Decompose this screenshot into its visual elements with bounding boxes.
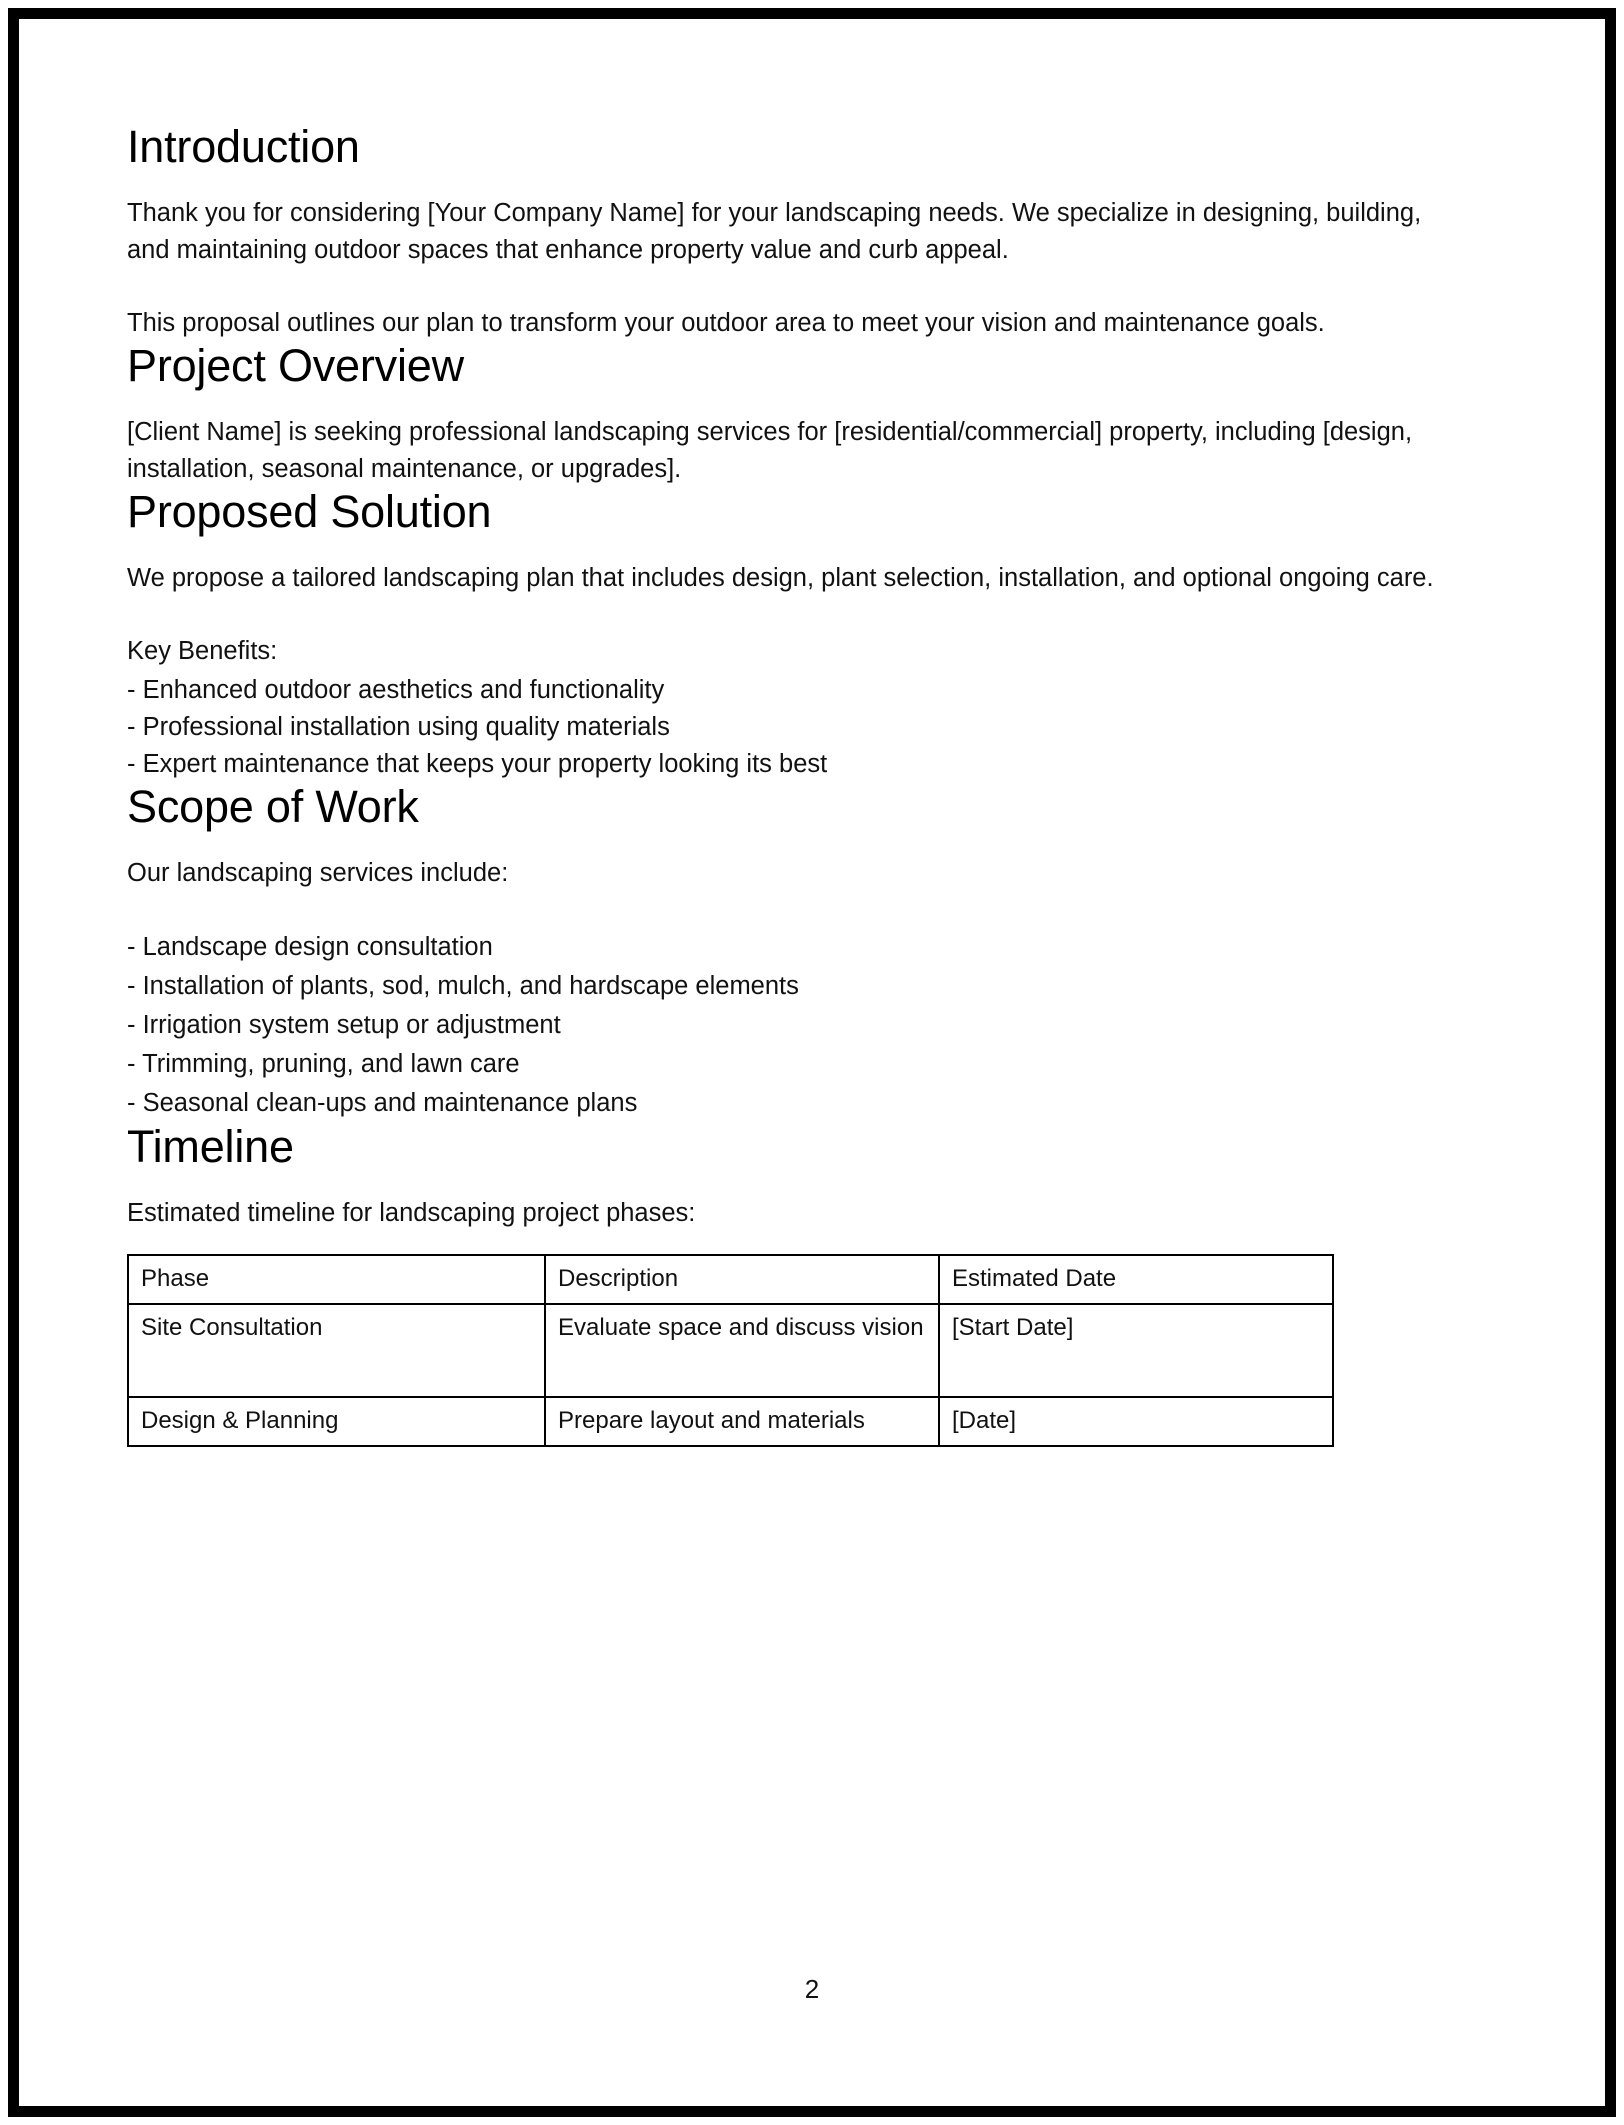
list-item: - Installation of plants, sod, mulch, and hardscape elements <box>127 972 799 1001</box>
page-number: 2 <box>804 1974 820 2004</box>
document-content <box>127 123 1437 1447</box>
scope-of-work-list-block <box>127 928 1437 1123</box>
section-heading-proposed-solution: Proposed Solution <box>127 486 492 538</box>
section-project-overview <box>127 342 1437 488</box>
table-cell-estimated-date: [Start Date] <box>939 1304 1333 1397</box>
table-row <box>128 1304 1333 1397</box>
section-scope-of-work <box>127 783 1437 1123</box>
section-timeline <box>127 1123 1437 1447</box>
section-heading-project-overview: Project Overview <box>127 340 464 392</box>
list-item: - Trimming, pruning, and lawn care <box>127 1050 520 1079</box>
table-row <box>128 1397 1333 1446</box>
paragraph-introduction-1: Thank you for considering [Your Company Name] for your landscaping needs. We specialize in designing, building, and maintaining outdoor spaces that enhance property value and curb appeal. <box>127 198 1422 264</box>
table-cell-phase: Design & Planning <box>128 1397 545 1446</box>
key-benefits-label: Key Benefits: <box>127 637 278 666</box>
section-proposed-solution <box>127 488 1437 783</box>
paragraph-introduction-2: This proposal outlines our plan to transform your outdoor area to meet your vision and maintenance goals. <box>127 309 1325 338</box>
page-border-frame <box>8 8 1616 2117</box>
section-heading-introduction: Introduction <box>127 121 360 172</box>
page-body <box>19 19 1605 2106</box>
section-heading-scope-of-work: Scope of Work <box>127 781 419 833</box>
table-cell-estimated-date: [Date] <box>939 1397 1333 1446</box>
key-benefits-list <box>127 672 1437 784</box>
table-cell-phase: Site Consultation <box>128 1304 545 1397</box>
table-cell-description: Evaluate space and discuss vision <box>545 1304 939 1397</box>
list-item: - Enhanced outdoor aesthetics and functionality <box>127 675 665 704</box>
timeline-table <box>127 1254 1334 1447</box>
table-header-phase: Phase <box>128 1255 545 1304</box>
paragraph-project-overview-1: [Client Name] is seeking professional landscaping services for [residential/commercial] property, including [design, installation, seasonal maintenance, or upgrades]. <box>127 418 1413 484</box>
list-item: - Expert maintenance that keeps your property looking its best <box>127 750 828 779</box>
paragraph-scope-of-work-1: Our landscaping services include: <box>127 858 509 887</box>
list-item: - Landscape design consultation <box>127 933 493 962</box>
list-item: - Irrigation system setup or adjustment <box>127 1011 561 1040</box>
paragraph-proposed-solution-1: We propose a tailored landscaping plan that includes design, plant selection, installation, and optional ongoing care. <box>127 564 1434 593</box>
section-heading-timeline: Timeline <box>127 1121 294 1173</box>
list-item: - Professional installation using quality materials <box>127 712 670 741</box>
table-header-description: Description <box>545 1255 939 1304</box>
table-header-estimated-date: Estimated Date <box>939 1255 1333 1304</box>
table-cell-description: Prepare layout and materials <box>545 1397 939 1446</box>
paragraph-timeline-1: Estimated timeline for landscaping project phases: <box>127 1198 696 1227</box>
key-benefits-block <box>127 633 1437 783</box>
section-introduction <box>127 123 1437 342</box>
table-header-row <box>128 1255 1333 1304</box>
list-item: - Seasonal clean-ups and maintenance plans <box>127 1089 638 1118</box>
scope-of-work-list <box>127 928 1437 1123</box>
